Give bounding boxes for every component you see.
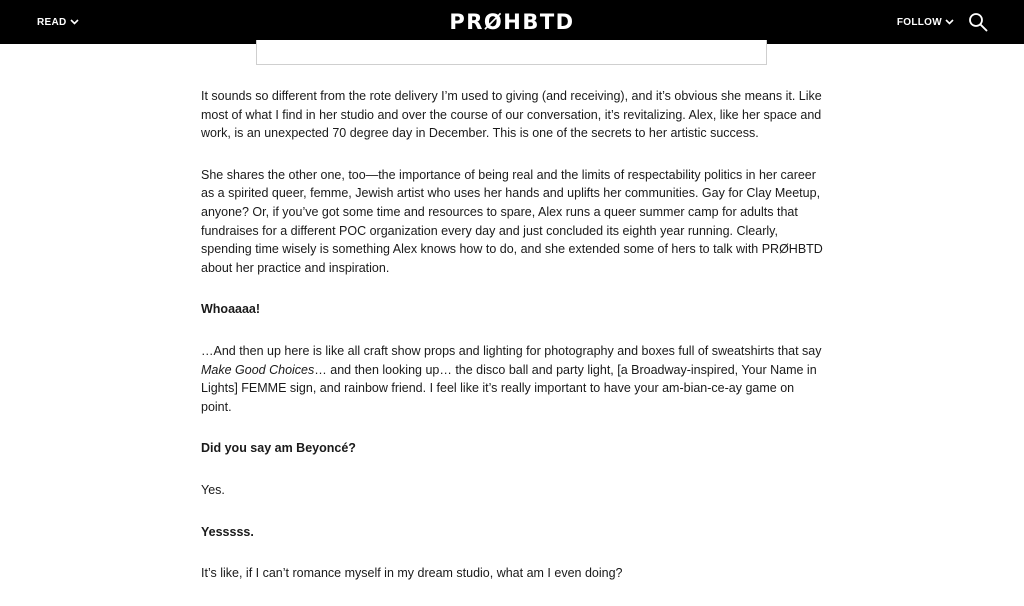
interview-answer [201,342,825,416]
answer-text: … and then looking up… the disco ball and party light, [a Broadway-inspired, Your Name in Lights] FEMME sign, and rainbow friend. I feel like it’s really important to have your am-bian-ce-ay game on point. [201,362,817,414]
chevron-down-icon [70,19,79,25]
interview-answer: It’s like, if I can’t romance myself in my dream studio, what am I even doing? [201,566,623,581]
brand-logo[interactable]: PRØHBTD [449,10,575,34]
article-paragraph: It sounds so different from the rote delivery I’m used to giving (and receiving), and it’s obvious she means it. Like most of what I find in her studio and over the course of our conversation, it’s revitalizing. Alex, like her space and work, is an unexpected 70 degree day in December. This is one of the secrets to her artistic success. [201,89,822,141]
embedded-media-frame [256,40,767,65]
interview-answer: Yes. [201,482,225,497]
article-paragraph: She shares the other one, too—the importance of being real and the limits of respectability politics in her career as a spirited queer, femme, Jewish artist who uses her hands and uplifts her communities. Gay for Clay Meetup, anyone? Or, if you’ve got some time and resources to spare, Alex runs a queer summer camp for adults that fundraises for a different POC organization every day and just concluded its eighth year running. Clearly, spending time wisely is something Alex knows how to do, and she extended some of hers to talk with PRØHBTD about her practice and inspiration. [201,167,823,275]
follow-menu[interactable] [897,0,954,44]
follow-menu-label[interactable]: FOLLOW [896,16,942,28]
read-menu-label[interactable]: READ [37,16,67,28]
read-menu[interactable] [37,0,79,44]
article-body [201,87,825,606]
search-icon[interactable] [968,12,988,32]
chevron-down-icon [945,19,954,25]
answer-text: …And then up here is like all craft show props and lighting for photography and boxes full of sweatshirts that say [201,343,822,358]
interview-question: Did you say am Beyoncé? [201,441,356,456]
interview-question: Whoaaaa! [201,302,261,317]
brand-logo-wrapper [0,0,1024,44]
interview-question: Yesssss. [201,524,254,539]
answer-emphasis: Make Good Choices [201,362,315,377]
top-navigation-bar [0,0,1024,44]
